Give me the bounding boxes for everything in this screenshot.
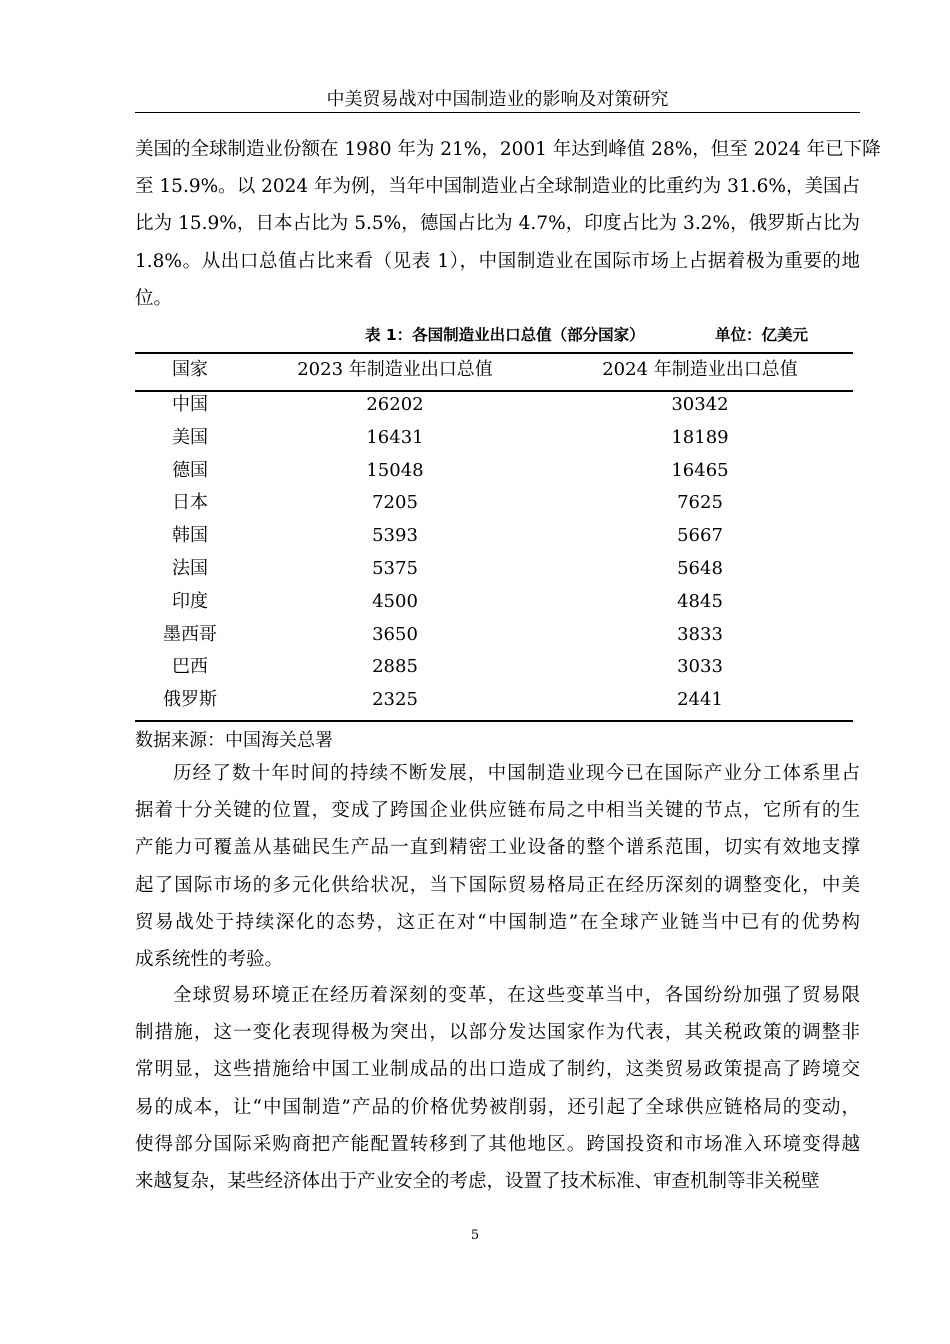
running-header: 中美贸易战对中国制造业的影响及对策研究 xyxy=(326,89,669,110)
table-cell-2023: 2325 xyxy=(372,689,418,711)
text-line: 成系统性的考验。 xyxy=(135,949,284,970)
table-cell-country: 法国 xyxy=(172,558,208,579)
table-cell-2023: 2885 xyxy=(372,656,418,678)
table-cell-country: 俄罗斯 xyxy=(163,689,217,711)
table-cell-2024: 3833 xyxy=(677,623,723,645)
table-cell-country: 墨西哥 xyxy=(163,623,217,645)
text-line: 贸易战处于持续深化的态势，这正在对“中国制造”在全球产业链当中已有的优势构 xyxy=(135,911,860,933)
table-title: 表 1：各国制造业出口总值（部分国家） xyxy=(365,326,645,344)
text-line: 制措施，这一变化表现得极为突出，以部分发达国家作为代表，其关税政策的调整非 xyxy=(135,1022,860,1044)
table-bottom-rule xyxy=(135,720,853,722)
header-2024: 2024 年制造业出口总值 xyxy=(602,359,798,380)
table-source: 数据来源：中国海关总署 xyxy=(135,730,333,751)
header-country: 国家 xyxy=(172,359,208,380)
text-line: 比为 15.9%，日本占比为 5.5%，德国占比为 4.7%，印度占比为 3.2%，俄罗斯占比为 xyxy=(135,213,860,235)
text-line: 起了国际市场的多元化供给状况，当下国际贸易格局正在经历深刻的调整变化，中美 xyxy=(135,874,860,896)
table-cell-2023: 5393 xyxy=(372,525,418,547)
table-header-rule xyxy=(135,390,853,392)
text-line: 位。 xyxy=(135,287,173,309)
text-line: 1.8%。从出口总值占比来看（见表 1），中国制造业在国际市场上占据着极为重要的地 xyxy=(135,250,860,272)
table-cell-2024: 2441 xyxy=(677,689,723,711)
text-line: 来越复杂，某些经济体出于产业安全的考虑，设置了技术标准、审查机制等非关税壁 xyxy=(135,1171,820,1192)
table-cell-country: 日本 xyxy=(172,492,208,514)
text-line: 至 15.9%。以 2024 年为例，当年中国制造业占全球制造业的比重约为 31.6%，美国占 xyxy=(135,176,860,198)
table-cell-country: 巴西 xyxy=(172,656,208,678)
table-cell-2024: 5648 xyxy=(677,558,723,579)
table-top-rule xyxy=(135,352,853,354)
table-cell-country: 中国 xyxy=(172,394,208,415)
table-cell-country: 德国 xyxy=(172,459,208,481)
table-cell-2023: 4500 xyxy=(372,590,418,612)
table-cell-country: 美国 xyxy=(172,426,208,448)
text-line: 全球贸易环境正在经历着深刻的变革，在这些变革当中，各国纷纷加强了贸易限 xyxy=(173,985,860,1006)
text-line: 历经了数十年时间的持续不断发展，中国制造业现今已在国际产业分工体系里占 xyxy=(173,763,860,784)
header-2023: 2023 年制造业出口总值 xyxy=(297,359,493,380)
table-cell-2023: 3650 xyxy=(372,623,418,645)
table-cell-2024: 16465 xyxy=(671,459,729,481)
table-cell-2023: 26202 xyxy=(366,394,424,415)
table-unit: 单位：亿美元 xyxy=(715,326,809,344)
table-cell-2023: 15048 xyxy=(366,459,424,481)
header-rule xyxy=(135,112,860,113)
table-cell-country: 印度 xyxy=(172,590,208,612)
text-line: 使得部分国际采购商把产能配置转移到了其他地区。跨国投资和市场准入环境变得越 xyxy=(135,1133,860,1155)
table-cell-2024: 5667 xyxy=(677,525,723,547)
table-cell-2024: 18189 xyxy=(671,426,729,448)
text-line: 产能力可覆盖从基础民生产品一直到精密工业设备的整个谱系范围，切实有效地支撑 xyxy=(135,837,860,859)
table-cell-2024: 4845 xyxy=(677,590,723,612)
text-line: 据着十分关键的位置，变成了跨国企业供应链布局之中相当关键的节点，它所有的生 xyxy=(135,800,860,822)
table-cell-2024: 3033 xyxy=(677,656,723,678)
table-cell-2023: 5375 xyxy=(372,558,418,579)
page-number: 5 xyxy=(470,1228,480,1243)
table-cell-2023: 7205 xyxy=(372,492,418,514)
table-cell-2023: 16431 xyxy=(366,426,424,448)
table-cell-2024: 30342 xyxy=(671,394,729,415)
text-line: 易的成本，让“中国制造”产品的价格优势被削弱，还引起了全球供应链格局的变动， xyxy=(135,1096,860,1118)
table-cell-2024: 7625 xyxy=(677,492,723,514)
table-cell-country: 韩国 xyxy=(172,525,208,547)
text-line: 美国的全球制造业份额在 1980 年为 21%，2001 年达到峰值 28%，但至 2024 年已下降 xyxy=(135,139,881,160)
text-line: 常明显，这些措施给中国工业制成品的出口造成了制约，这类贸易政策提高了跨境交 xyxy=(135,1059,860,1081)
